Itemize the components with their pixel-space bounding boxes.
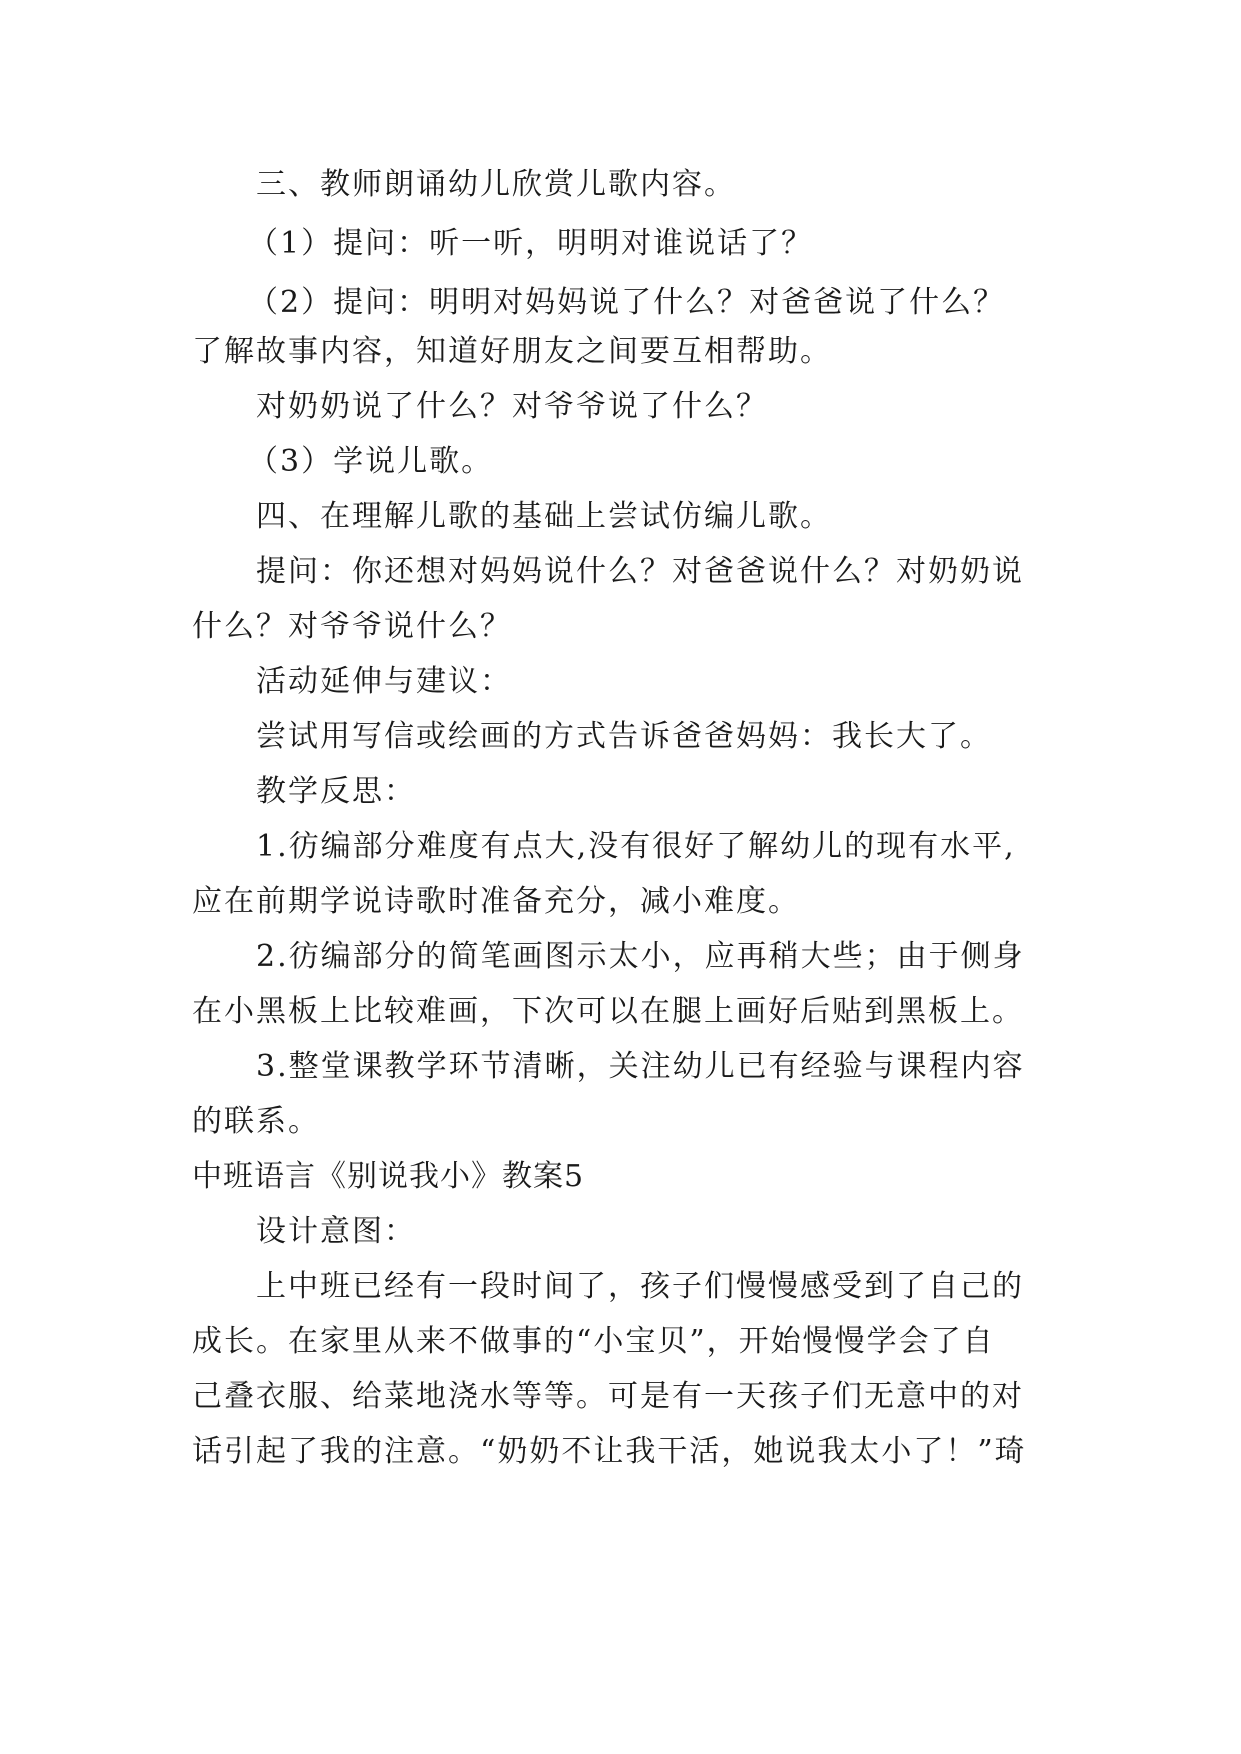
reflection-two-line-1: 2.彷编部分的简笔画图示太小，应再稍大些；由于侧身 <box>256 939 1025 974</box>
question-three: （3）学说儿歌。 <box>248 444 494 479</box>
question-one: （1）提问：听一听，明明对谁说话了？ <box>248 226 814 261</box>
reflection-one-line-1: 1.彷编部分难度有点大,没有很好了解幼儿的现有水平, <box>256 829 1016 864</box>
lesson-plan-title: 中班语言《别说我小》教案5 <box>192 1159 585 1194</box>
extension-heading: 活动延伸与建议： <box>256 664 512 699</box>
section-four-heading: 四、在理解儿歌的基础上尝试仿编儿歌。 <box>256 499 832 534</box>
story-understanding-line: 了解故事内容，知道好朋友之间要互相帮助。 <box>192 334 832 369</box>
reflection-two-line-2: 在小黑板上比较难画，下次可以在腿上画好后贴到黑板上。 <box>192 994 1024 1029</box>
design-intent-line-2: 成长。在家里从来不做事的“小宝贝”，开始慢慢学会了自 <box>192 1324 995 1359</box>
reflection-one-line-2: 应在前期学说诗歌时准备充分，减小难度。 <box>192 884 800 919</box>
question-two: （2）提问：明明对妈妈说了什么？对爸爸说了什么？ <box>248 285 1006 320</box>
extension-content: 尝试用写信或绘画的方式告诉爸爸妈妈：我长大了。 <box>256 719 992 754</box>
grandparents-question: 对奶奶说了什么？对爷爷说了什么？ <box>256 389 768 424</box>
question-four-line-1: 提问：你还想对妈妈说什么？对爸爸说什么？对奶奶说 <box>256 554 1024 589</box>
design-intent-line-3: 己叠衣服、给菜地浇水等等。可是有一天孩子们无意中的对 <box>192 1379 1024 1414</box>
section-three-heading: 三、教师朗诵幼儿欣赏儿歌内容。 <box>256 167 736 202</box>
reflection-three-line-2: 的联系。 <box>192 1104 320 1139</box>
reflection-heading: 教学反思： <box>256 774 416 809</box>
design-intent-heading: 设计意图： <box>256 1214 416 1249</box>
reflection-three-line-1: 3.整堂课教学环节清晰，关注幼儿已有经验与课程内容 <box>256 1049 1025 1084</box>
design-intent-line-1: 上中班已经有一段时间了，孩子们慢慢感受到了自己的 <box>256 1269 1024 1304</box>
design-intent-line-4: 话引起了我的注意。“奶奶不让我干活，她说我太小了！”琦 <box>192 1434 1027 1469</box>
question-four-line-2: 什么？对爷爷说什么？ <box>192 609 512 644</box>
